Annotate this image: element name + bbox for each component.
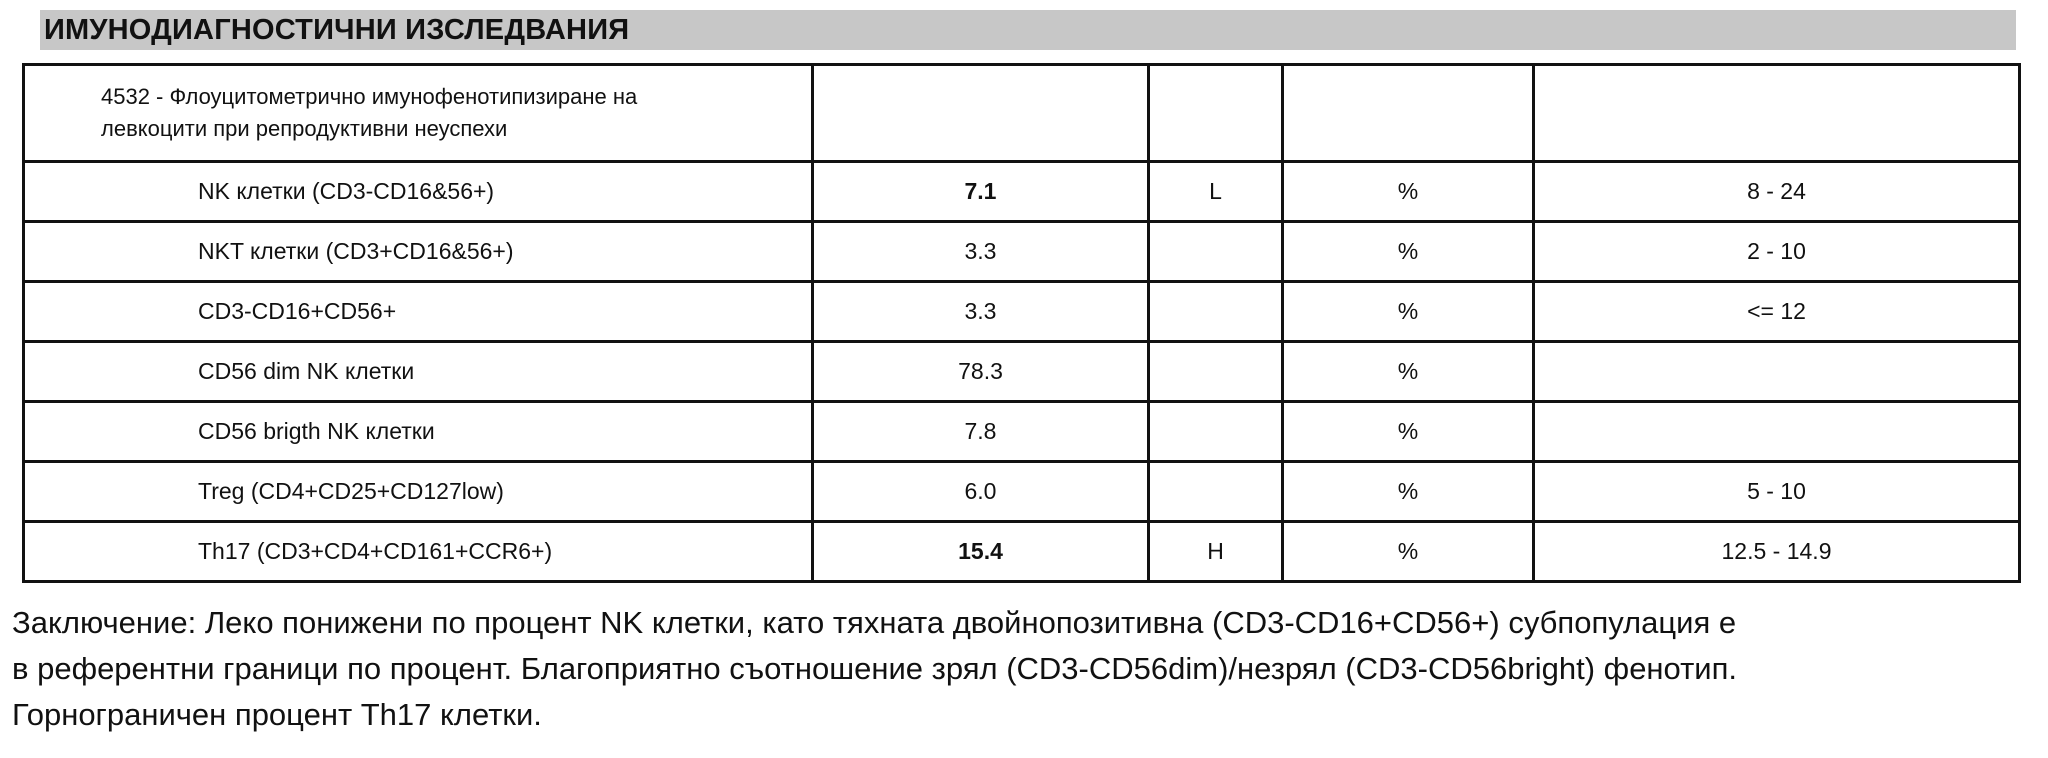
test-title-line-2: левкоцити при репродуктивни неуспехи bbox=[101, 116, 508, 141]
header-empty-cell bbox=[1534, 65, 2020, 162]
unit-cell: % bbox=[1283, 222, 1534, 282]
result-value-cell: 78.3 bbox=[813, 342, 1149, 402]
table-row bbox=[24, 522, 2020, 582]
flag-cell bbox=[1149, 222, 1283, 282]
conclusion-line-2: в референтни граници по процент. Благоприятно съотношение зрял (CD3-CD56dim)/незрял (CD3-CD56bright) фенотип. bbox=[12, 651, 1738, 686]
conclusion-line-1: Заключение: Леко понижени по процент NK клетки, като тяхната двойнопозитивна (CD3-CD16+CD56+) субпопулация е bbox=[12, 605, 1737, 640]
result-value-cell: 6.0 bbox=[813, 462, 1149, 522]
unit-cell: % bbox=[1283, 462, 1534, 522]
test-title-cell bbox=[24, 65, 813, 162]
flag-cell bbox=[1149, 462, 1283, 522]
conclusion-line-3: Горнограничен процент Th17 клетки. bbox=[12, 697, 542, 732]
header-empty-cell bbox=[1149, 65, 1283, 162]
table-row bbox=[24, 402, 2020, 462]
parameter-name-cell: CD3-CD16+CD56+ bbox=[24, 282, 813, 342]
result-value-cell: 3.3 bbox=[813, 222, 1149, 282]
result-value-cell: 7.8 bbox=[813, 402, 1149, 462]
table-row bbox=[24, 282, 2020, 342]
reference-range-cell: 12.5 - 14.9 bbox=[1534, 522, 2020, 582]
flag-cell: L bbox=[1149, 162, 1283, 222]
header-empty-cell bbox=[813, 65, 1149, 162]
flag-cell: H bbox=[1149, 522, 1283, 582]
result-value-cell: 3.3 bbox=[813, 282, 1149, 342]
flag-cell bbox=[1149, 402, 1283, 462]
reference-range-cell bbox=[1534, 342, 2020, 402]
reference-range-cell: 8 - 24 bbox=[1534, 162, 2020, 222]
reference-range-cell: 2 - 10 bbox=[1534, 222, 2020, 282]
section-header bbox=[40, 10, 2016, 50]
test-header-row bbox=[24, 65, 2020, 162]
result-value-cell: 15.4 bbox=[813, 522, 1149, 582]
table-row bbox=[24, 342, 2020, 402]
parameter-name-cell: Treg (CD4+CD25+CD127low) bbox=[24, 462, 813, 522]
unit-cell: % bbox=[1283, 162, 1534, 222]
header-empty-cell bbox=[1283, 65, 1534, 162]
parameter-name-cell: CD56 brigth NK клетки bbox=[24, 402, 813, 462]
reference-range-cell bbox=[1534, 402, 2020, 462]
flag-cell bbox=[1149, 282, 1283, 342]
table-row bbox=[24, 162, 2020, 222]
table-row bbox=[24, 222, 2020, 282]
parameter-name-cell: NK клетки (CD3-CD16&56+) bbox=[24, 162, 813, 222]
test-title-line-1: 4532 - Флоуцитометрично имунофенотипизиране на bbox=[101, 84, 638, 109]
parameter-name-cell: NKT клетки (CD3+CD16&56+) bbox=[24, 222, 813, 282]
unit-cell: % bbox=[1283, 522, 1534, 582]
flag-cell bbox=[1149, 342, 1283, 402]
reference-range-cell: <= 12 bbox=[1534, 282, 2020, 342]
parameter-name-cell: Th17 (CD3+CD4+CD161+CCR6+) bbox=[24, 522, 813, 582]
reference-range-cell: 5 - 10 bbox=[1534, 462, 2020, 522]
conclusion bbox=[12, 600, 2042, 738]
section-title: ИМУНОДИАГНОСТИЧНИ ИЗСЛЕДВАНИЯ bbox=[44, 13, 630, 46]
table-row bbox=[24, 462, 2020, 522]
results-table bbox=[22, 63, 2021, 583]
unit-cell: % bbox=[1283, 342, 1534, 402]
result-value-cell: 7.1 bbox=[813, 162, 1149, 222]
unit-cell: % bbox=[1283, 402, 1534, 462]
parameter-name-cell: CD56 dim NK клетки bbox=[24, 342, 813, 402]
unit-cell: % bbox=[1283, 282, 1534, 342]
